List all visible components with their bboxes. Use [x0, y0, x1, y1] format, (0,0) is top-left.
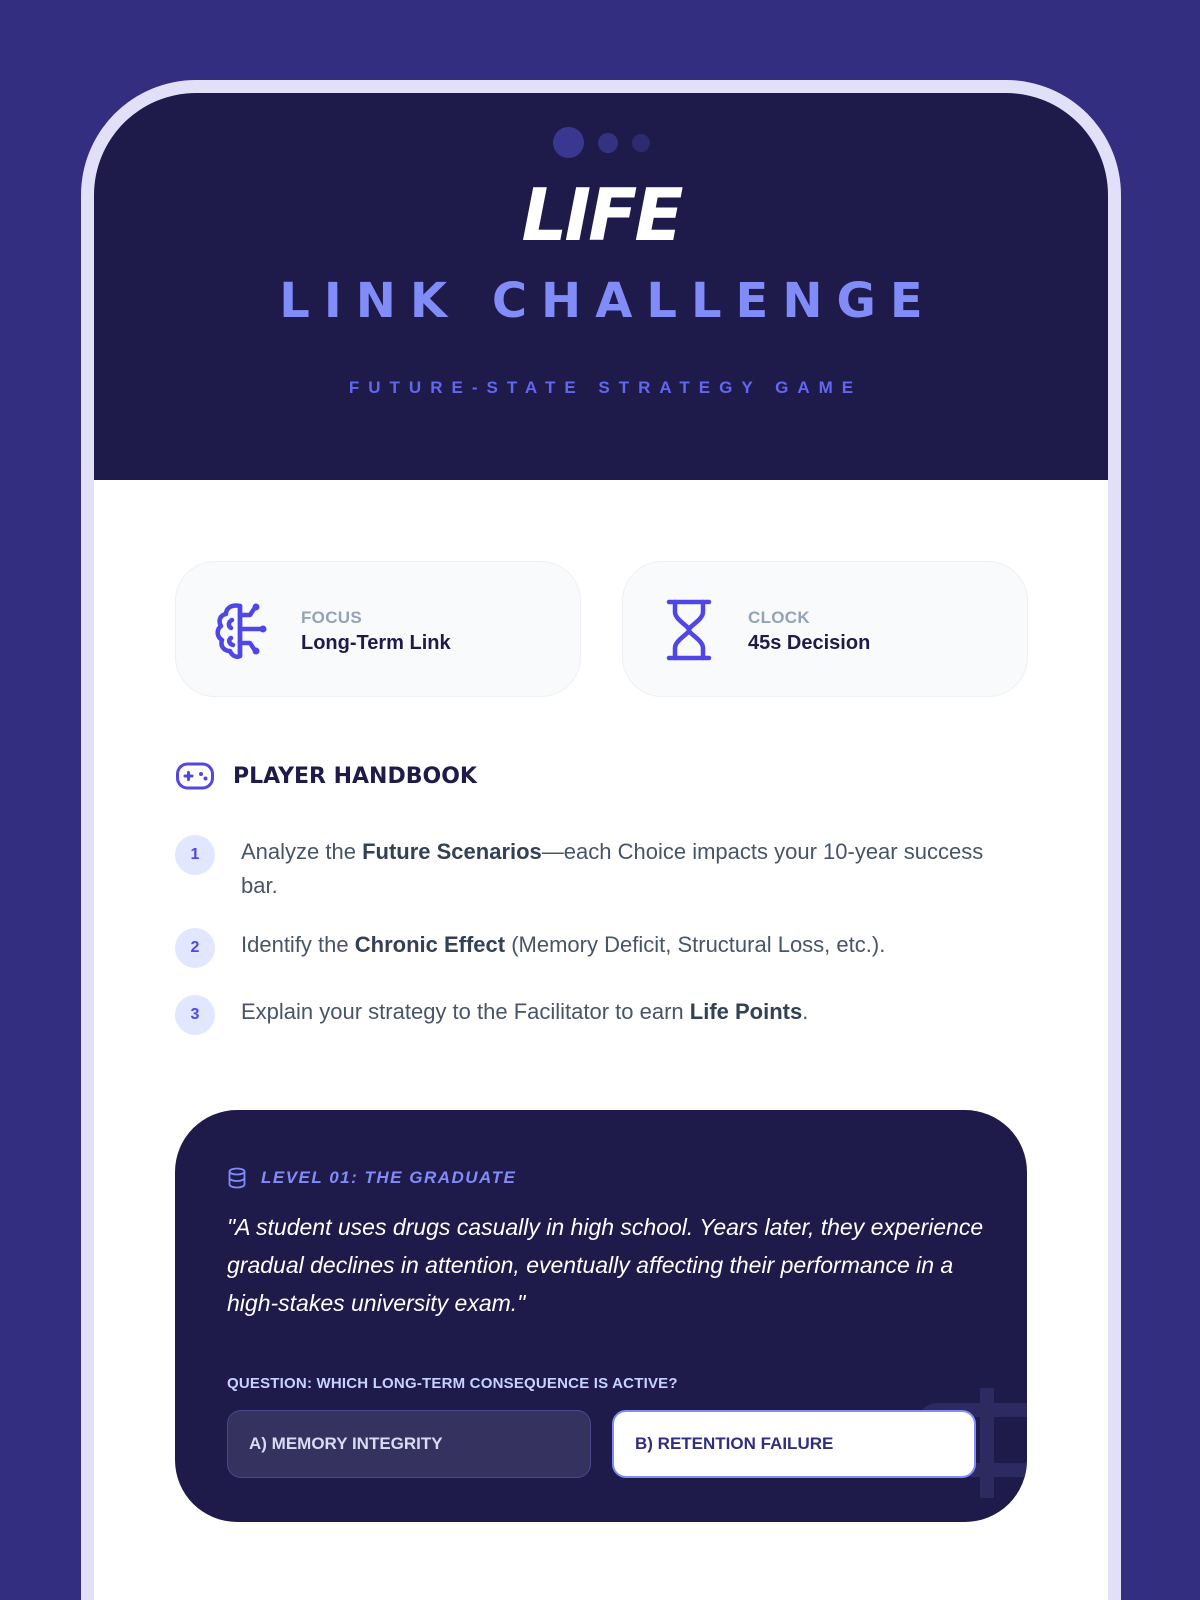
handbook-title: PLAYER HANDBOOK [233, 763, 477, 789]
clock-card [622, 561, 1028, 697]
rule-text: Analyze the Future Scenarios—each Choice impacts your 10-year success bar. [241, 839, 984, 898]
page-dot-1 [553, 127, 584, 158]
page-dot-2 [598, 133, 618, 153]
page-subtitle: FUTURE-STATE STRATEGY GAME [348, 378, 863, 397]
rule-text: Explain your strategy to the Facilitator to earn Life Points. [241, 999, 809, 1024]
focus-card [175, 561, 581, 697]
level-card [175, 1110, 1027, 1522]
level-title: LEVEL 01: THE GRADUATE [261, 1168, 517, 1187]
rule-number: 3 [175, 995, 215, 1035]
brain-circuit-icon [210, 598, 274, 662]
clock-label: CLOCK [748, 608, 810, 627]
rule-text: Identify the Chronic Effect (Memory Deficit, Structural Loss, etc.). [241, 932, 886, 957]
page-dot-3 [632, 134, 650, 152]
level-heading [227, 1167, 516, 1189]
rule-number: 1 [175, 835, 215, 875]
focus-value: Long-Term Link [301, 632, 451, 654]
phone-screen [94, 93, 1108, 1600]
question-text: QUESTION: WHICH LONG-TERM CONSEQUENCE IS ACTIVE? [227, 1375, 678, 1392]
clock-value: 45s Decision [748, 632, 871, 654]
gamepad-icon [175, 760, 215, 792]
option-a-button[interactable]: A) MEMORY INTEGRITY [227, 1410, 591, 1478]
database-icon [227, 1167, 247, 1189]
header [94, 93, 1108, 480]
page-dots [94, 127, 1108, 158]
rule-number: 2 [175, 928, 215, 968]
scenario-text: "A student uses drugs casually in high school. Years later, they experience gradual declines in attention, eventually affecting their performance in a high-stakes university exam." [227, 1214, 984, 1316]
option-b-button[interactable]: B) RETENTION FAILURE [612, 1410, 976, 1478]
page-title: LINK CHALLENGE [279, 273, 937, 329]
phone-frame [81, 80, 1121, 1600]
hourglass-icon [657, 598, 721, 662]
logo: LIFE [521, 173, 681, 257]
focus-label: FOCUS [301, 608, 362, 627]
handbook-heading [175, 760, 477, 792]
